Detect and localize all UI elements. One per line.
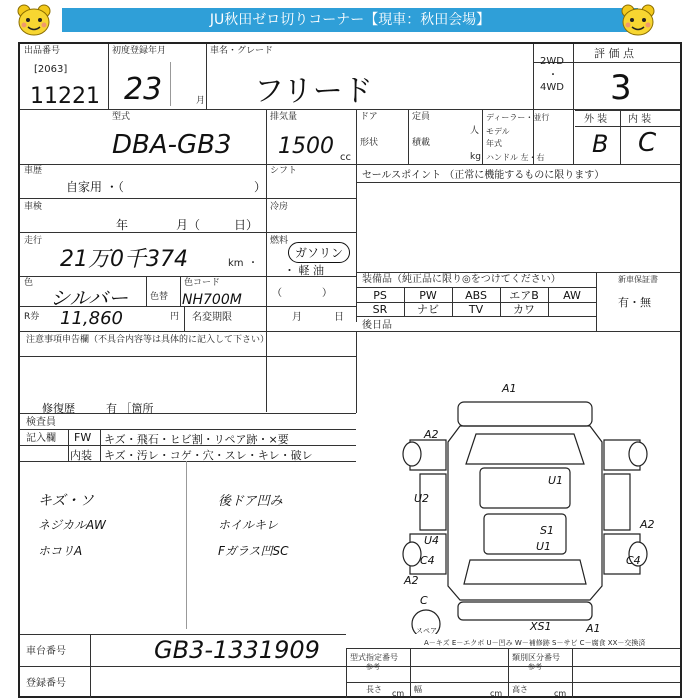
equip-airbag: エアB: [509, 289, 539, 302]
length-label: 長さ: [366, 685, 382, 694]
class-number-label: 類別区分番号: [512, 653, 560, 662]
handle-label: ハンドル 左・右: [486, 153, 545, 162]
inspection-year: 年: [116, 218, 129, 232]
lot-label: 出品番号: [24, 46, 61, 56]
repair-label: 修復歴: [42, 402, 75, 415]
mark-u1: U1: [548, 474, 564, 487]
mark-a1-top: A1: [502, 382, 517, 395]
kg-label: kg: [470, 152, 481, 162]
equipment-label: 装備品（純正品に限り◎をつけてください）: [362, 274, 561, 285]
car-name-label: 車名・グレード: [210, 46, 274, 56]
usage-close: ）: [254, 180, 267, 194]
load-label: 積載: [412, 138, 431, 148]
ref-label: 参考: [366, 663, 380, 671]
note-right-2: ホイルキレ: [218, 518, 278, 532]
mark-c4r: C4: [626, 554, 641, 567]
ref2-label: 参考: [528, 663, 542, 671]
mark-u4: U4: [424, 534, 440, 547]
dot-label: ・: [548, 70, 558, 81]
equip-abs: ABS: [465, 289, 487, 302]
fuel-gas: ガソリン: [288, 242, 350, 263]
legend: A－キズ E－エクボ U－凹み W－補修跡 S－サビ C－腐食 XX－交換済: [424, 639, 646, 647]
shift-label: シフト: [270, 166, 298, 176]
first-reg-unit: 月: [196, 96, 206, 106]
warranty-label: 新車保証書: [618, 275, 658, 284]
equip-pw: PW: [419, 289, 437, 302]
door-label: ドア: [360, 112, 378, 122]
inspection-month: 月（: [176, 218, 201, 232]
displacement-label: 排気量: [270, 112, 298, 122]
recycle-value: 11,860: [60, 308, 123, 329]
name-limit-label: 名変期限: [192, 312, 232, 323]
recycle-label: R券: [24, 312, 40, 322]
mascot-icon: [620, 3, 656, 37]
rear-seat-label: 後日品: [362, 320, 392, 331]
usage-label: 車歴: [24, 166, 43, 176]
note-right-3: Fガラス凹SC: [218, 544, 289, 558]
inspection-day: 日）: [234, 218, 259, 232]
color-code-label: 色コード: [184, 278, 221, 288]
check-int: 内装: [70, 449, 92, 462]
width-label: 幅: [414, 685, 422, 694]
repair-value: 有 ［箇所: [106, 402, 154, 415]
mileage-dot: ・: [248, 258, 258, 269]
fuel-diesel: ・ 軽 油: [284, 264, 324, 277]
mark-a2b: A2: [404, 574, 419, 587]
mileage-label: 走行: [24, 236, 43, 246]
spare-label: スペア: [416, 627, 437, 635]
mark-a2-left: A2: [424, 428, 439, 441]
length-unit: cm: [392, 689, 405, 698]
equip-tv: TV: [468, 303, 484, 316]
mark-a2r: A2: [640, 518, 655, 531]
person-label: 人: [470, 126, 480, 136]
mark-c: C: [420, 594, 428, 607]
usage-value: 自家用 ・（: [66, 180, 124, 194]
model-year-label: モデル: [486, 127, 510, 136]
type-number-label: 型式指定番号: [350, 653, 398, 662]
score-value: 3: [610, 68, 632, 108]
height-unit: cm: [554, 689, 567, 698]
mileage-unit: km: [228, 258, 244, 269]
dealer-label: ディーラー・並行: [486, 113, 550, 122]
2wd-label: 2WD: [540, 56, 564, 67]
interior-label: 内 装: [628, 114, 652, 125]
lot-number: 11221: [30, 84, 100, 109]
model-value: DBA-GB3: [112, 130, 232, 160]
note-left-1: キズ・ソ: [38, 493, 94, 509]
first-reg-value: 23: [124, 72, 163, 107]
mark-c4: C4: [420, 554, 435, 567]
width-unit: cm: [490, 689, 503, 698]
name-limit-month: 月: [292, 312, 302, 323]
chassis-label: 車台番号: [26, 646, 66, 657]
check-int-items: キズ・汚レ・コゲ・穴・スレ・キレ・破レ: [104, 449, 313, 462]
equip-aw: AW: [563, 289, 581, 302]
check-fw: FW: [74, 431, 92, 444]
interior-value: C: [638, 128, 657, 158]
color-code-value: NH700M: [182, 292, 242, 308]
sales-point-label: セールスポイント （正常に機能するものに限ります）: [362, 170, 605, 181]
equip-navi: ナビ: [417, 303, 439, 316]
name-limit-day: 日: [334, 312, 344, 323]
lot-code: [2063]: [34, 64, 68, 75]
fuel-label: 燃料: [270, 236, 289, 246]
car-name-value: フリード: [254, 74, 373, 109]
fuel-paren: （ ）: [272, 288, 332, 299]
score-label: 評 価 点: [594, 47, 634, 60]
aircon-label: 冷房: [270, 202, 289, 212]
height-label: 高さ: [512, 685, 528, 694]
equip-sr: SR: [372, 303, 388, 316]
mark-u1b: U1: [536, 540, 552, 553]
mark-u2: U2: [414, 492, 430, 505]
check-fw-items: キズ・飛石・ヒビ割・リペア跡・×要: [104, 433, 289, 446]
capacity-label: 定員: [412, 112, 431, 122]
exterior-value: B: [592, 130, 609, 158]
header: [0, 0, 700, 40]
model-label: 型式: [112, 112, 131, 122]
note-right-1: 後ドア凹み: [218, 494, 283, 509]
mark-xs1: XS1: [530, 620, 552, 633]
check-label-1: 検査員: [26, 417, 56, 428]
note-left-2: ネジカルAW: [38, 518, 106, 532]
registration-label: 登録番号: [26, 678, 66, 689]
first-reg-label: 初度登録年月: [112, 46, 167, 56]
notice-label: 注意事項申告欄（不具合内容等は具体的に記入して下さい）: [26, 335, 270, 345]
equip-leather: カワ: [513, 303, 535, 316]
check-label-2: 記入欄: [26, 433, 56, 444]
recycle-unit: 円: [170, 312, 180, 322]
shape-label: 形状: [360, 138, 379, 148]
equip-ps: PS: [373, 289, 387, 302]
header-title: JU秋田ゼロ切りコーナー【現車：秋田会場】: [62, 8, 638, 32]
warranty-value: 有・無: [618, 296, 651, 309]
mileage-value: 21万0千374: [60, 247, 188, 272]
inspection-label: 車検: [24, 202, 43, 212]
displacement-unit: cc: [340, 152, 351, 163]
color-change-label: 色替: [150, 292, 169, 302]
color-label: 色: [24, 278, 34, 288]
mark-a1b: A1: [586, 622, 601, 634]
displacement-value: 1500: [278, 134, 334, 159]
color-value: シルバー: [50, 286, 129, 310]
note-left-3: ホコリA: [38, 544, 83, 558]
chassis-value: GB3-1331909: [154, 636, 320, 664]
year-label: 年式: [486, 139, 502, 148]
mark-s1: S1: [540, 524, 554, 537]
4wd-label: 4WD: [540, 82, 564, 93]
exterior-label: 外 装: [584, 114, 608, 125]
mascot-icon: [16, 3, 52, 37]
auction-sheet: [18, 42, 682, 698]
car-damage-diagram: [390, 374, 660, 634]
